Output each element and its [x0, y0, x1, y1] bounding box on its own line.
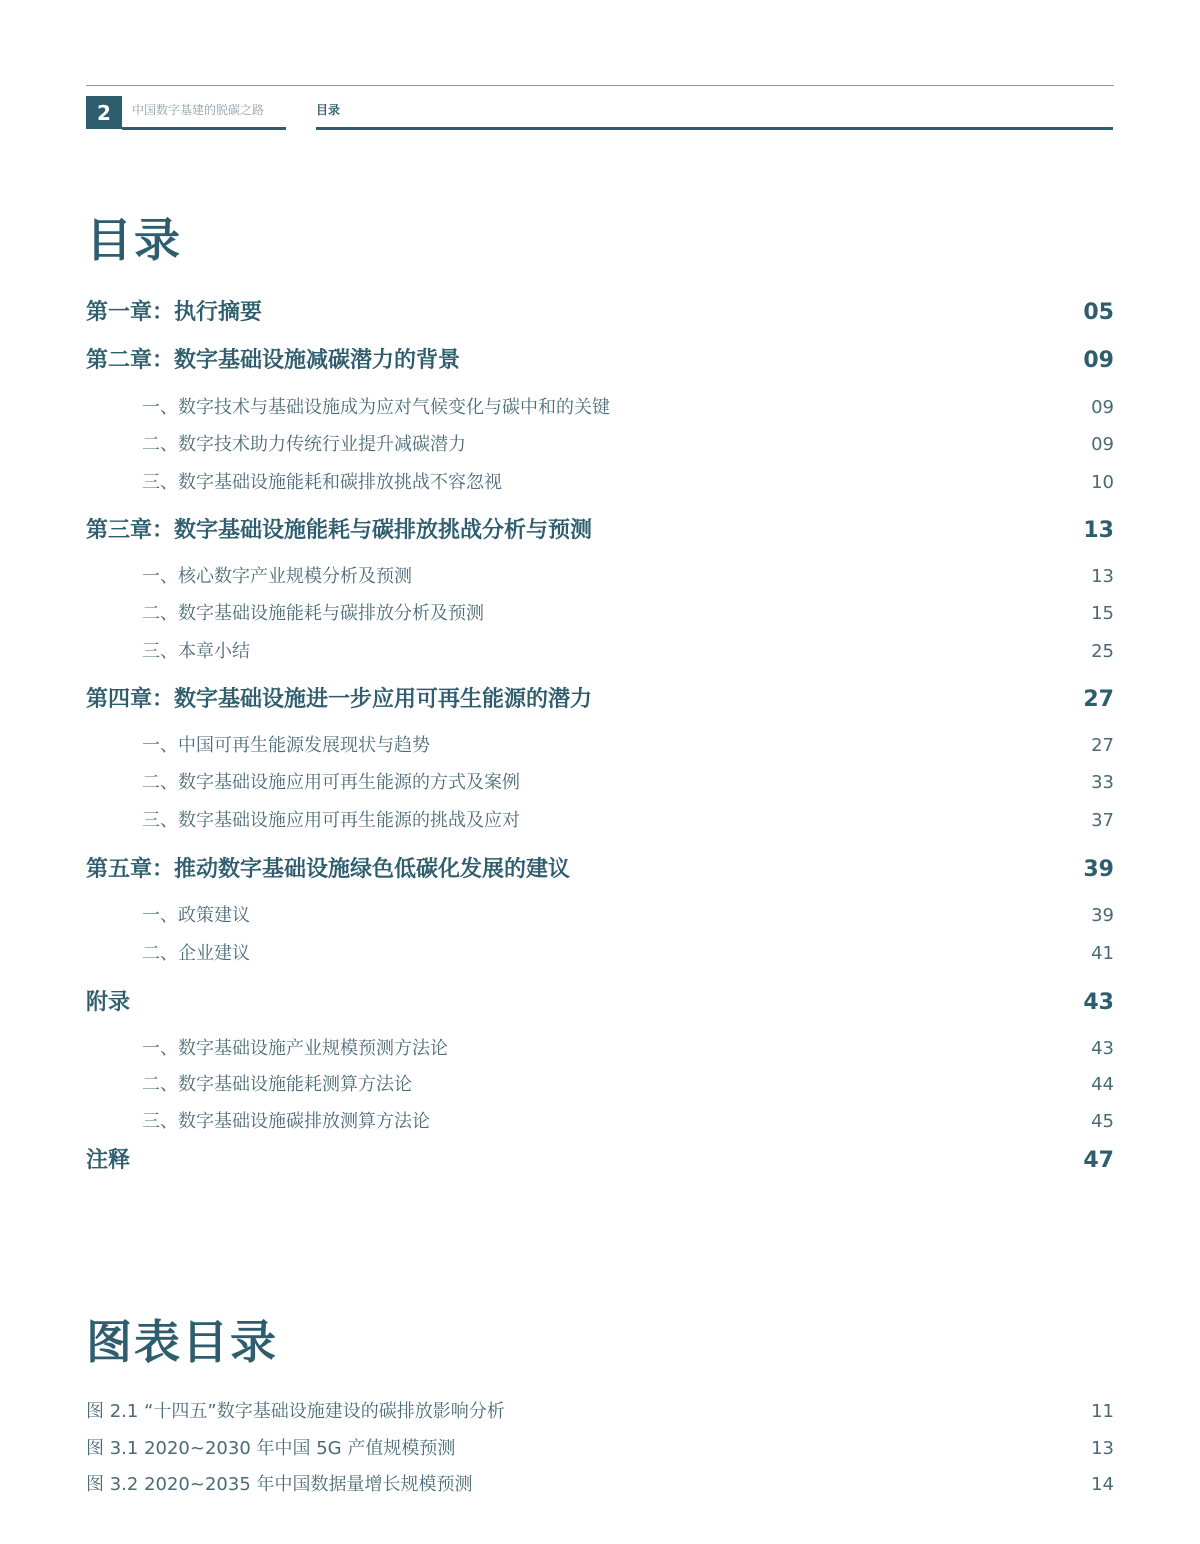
toc-notes[interactable]: [86, 1143, 1114, 1174]
toc-item-label: 一、政策建议: [142, 905, 250, 926]
toc-item[interactable]: [86, 393, 1114, 419]
figure-item-page: 11: [1091, 1401, 1114, 1422]
toc-chapter-4[interactable]: [86, 682, 1114, 713]
toc-item[interactable]: [86, 637, 1114, 663]
toc-item-label: 三、数字基础设施能耗和碳排放挑战不容忽视: [142, 472, 502, 493]
page-number-badge: 2: [86, 96, 122, 129]
toc-item-label: 三、数字基础设施应用可再生能源的挑战及应对: [142, 810, 520, 831]
toc-item-label: 二、数字基础设施能耗测算方法论: [142, 1074, 412, 1095]
toc-item-page: 43: [1091, 1038, 1114, 1059]
toc-item-page: 09: [1091, 434, 1114, 455]
toc-chapter-2[interactable]: [86, 343, 1114, 374]
figure-item-label: 图 3.1 2020~2030 年中国 5G 产值规模预测: [86, 1438, 456, 1459]
toc-item-label: 一、中国可再生能源发展现状与趋势: [142, 735, 430, 756]
header-top-rule: [86, 85, 1114, 86]
toc-item[interactable]: [86, 599, 1114, 625]
toc-item-page: 33: [1091, 772, 1114, 793]
toc-chapter-page: 13: [1083, 518, 1114, 543]
header-section-label: 目录: [316, 103, 341, 117]
toc-item[interactable]: [86, 806, 1114, 832]
toc-item[interactable]: [86, 768, 1114, 794]
toc-chapter-label: 注释: [86, 1148, 131, 1173]
toc-title: 目录: [86, 213, 182, 267]
toc-chapter-5[interactable]: [86, 852, 1114, 883]
toc-chapter-label: 第四章：数字基础设施进一步应用可再生能源的潜力: [86, 687, 593, 712]
figure-item-label: 图 2.1 “十四五”数字基础设施建设的碳排放影响分析: [86, 1401, 505, 1422]
toc-item-page: 44: [1091, 1074, 1114, 1095]
toc-chapter-label: 第五章：推动数字基础设施绿色低碳化发展的建议: [86, 857, 571, 882]
toc-item[interactable]: [86, 901, 1114, 927]
toc-item[interactable]: [86, 1107, 1114, 1133]
toc-chapter-label: 第一章：执行摘要: [86, 300, 263, 325]
header-right-underline: [316, 127, 1113, 130]
figure-item-page: 14: [1091, 1474, 1114, 1495]
toc-chapter-page: 27: [1083, 687, 1114, 712]
toc-item-page: 13: [1091, 566, 1114, 587]
toc-item-page: 15: [1091, 603, 1114, 624]
toc-item[interactable]: [86, 1034, 1114, 1060]
toc-appendix[interactable]: [86, 985, 1114, 1016]
figure-item[interactable]: [86, 1434, 1114, 1460]
toc-chapter-1[interactable]: [86, 295, 1114, 326]
toc-item-label: 三、数字基础设施碳排放测算方法论: [142, 1111, 430, 1132]
toc-item[interactable]: [86, 939, 1114, 965]
toc-chapter-label: 附录: [86, 990, 131, 1015]
toc-item-label: 二、企业建议: [142, 943, 250, 964]
toc-item[interactable]: [86, 468, 1114, 494]
toc-item-page: 09: [1091, 397, 1114, 418]
toc-item-label: 一、数字基础设施产业规模预测方法论: [142, 1038, 448, 1059]
toc-item-page: 27: [1091, 735, 1114, 756]
toc-chapter-3[interactable]: [86, 513, 1114, 544]
toc-item-page: 37: [1091, 810, 1114, 831]
toc-item-page: 45: [1091, 1111, 1114, 1132]
figure-item[interactable]: [86, 1397, 1114, 1423]
toc-chapter-label: 第三章：数字基础设施能耗与碳排放挑战分析与预测: [86, 518, 593, 543]
toc-item-label: 三、本章小结: [142, 641, 250, 662]
toc-chapter-page: 43: [1083, 990, 1114, 1015]
toc-item-page: 41: [1091, 943, 1114, 964]
figure-item-label: 图 3.2 2020~2035 年中国数据量增长规模预测: [86, 1474, 473, 1495]
toc-chapter-page: 39: [1083, 857, 1114, 882]
toc-item-label: 二、数字基础设施应用可再生能源的方式及案例: [142, 772, 520, 793]
toc-item-label: 二、数字技术助力传统行业提升减碳潜力: [142, 434, 466, 455]
header-left-underline: [122, 127, 286, 130]
toc-item-page: 10: [1091, 472, 1114, 493]
toc-chapter-page: 47: [1083, 1148, 1114, 1173]
report-name: 中国数字基建的脱碳之路: [132, 103, 265, 117]
toc-item[interactable]: [86, 562, 1114, 588]
figure-item[interactable]: [86, 1470, 1114, 1496]
toc-item[interactable]: [86, 731, 1114, 757]
figure-item-page: 13: [1091, 1438, 1114, 1459]
toc-item-label: 一、核心数字产业规模分析及预测: [142, 566, 412, 587]
toc-chapter-page: 09: [1083, 348, 1114, 373]
toc-item-page: 39: [1091, 905, 1114, 926]
toc-item-page: 25: [1091, 641, 1114, 662]
toc-item-label: 一、数字技术与基础设施成为应对气候变化与碳中和的关键: [142, 397, 610, 418]
toc-item-label: 二、数字基础设施能耗与碳排放分析及预测: [142, 603, 484, 624]
toc-item[interactable]: [86, 1070, 1114, 1096]
toc-item[interactable]: [86, 430, 1114, 456]
figure-list-title: 图表目录: [86, 1315, 278, 1369]
toc-chapter-page: 05: [1083, 300, 1114, 325]
toc-chapter-label: 第二章：数字基础设施减碳潜力的背景: [86, 348, 461, 373]
